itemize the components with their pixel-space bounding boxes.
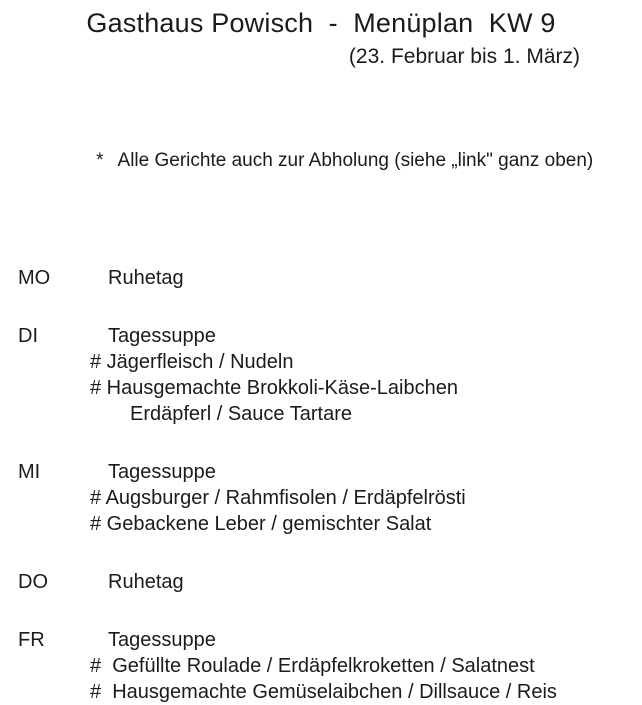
date-range: (23. Februar bis 1. März) xyxy=(348,45,580,68)
day-label-monday: MO xyxy=(18,267,51,289)
page-title: Gasthaus Powisch - Menüplan KW 9 xyxy=(86,8,556,38)
menu-line: Ruhetag xyxy=(108,571,184,593)
menu-line: Erdäpferl / Sauce Tartare xyxy=(130,403,352,425)
day-row-wednesday xyxy=(0,459,642,537)
day-lines-wednesday xyxy=(90,459,642,537)
menu-line: Tagessuppe xyxy=(108,325,216,347)
menu-line: # Gefüllte Roulade / Erdäpfelkroketten / Salatnest xyxy=(90,655,535,677)
day-row-friday xyxy=(0,627,642,705)
menu-line: Tagessuppe xyxy=(108,461,216,483)
weekly-menu xyxy=(0,265,642,705)
note-asterisk: * xyxy=(96,150,104,171)
day-row-tuesday xyxy=(0,323,642,427)
pickup-note xyxy=(0,123,642,198)
day-row-monday xyxy=(0,265,642,291)
day-lines-friday xyxy=(90,627,642,705)
day-label-wednesday: MI xyxy=(18,461,41,483)
day-lines-monday xyxy=(90,265,642,291)
day-label-thursday: DO xyxy=(18,571,48,593)
day-row-thursday xyxy=(0,569,642,595)
menu-line: # Hausgemachte Gemüselaibchen / Dillsauce / Reis xyxy=(90,681,557,703)
day-label-friday: FR xyxy=(18,629,45,651)
day-lines-tuesday xyxy=(90,323,642,427)
menu-line: Ruhetag xyxy=(108,267,184,289)
menu-line: # Augsburger / Rahmfisolen / Erdäpfelrösti xyxy=(90,487,466,509)
menu-line: # Gebackene Leber / gemischter Salat xyxy=(90,513,432,535)
day-lines-thursday xyxy=(90,569,642,595)
menu-line: # Jägerfleisch / Nudeln xyxy=(90,351,294,373)
note-text: Alle Gerichte auch zur Abholung (siehe „link" ganz oben) xyxy=(117,150,594,171)
menu-line: Tagessuppe xyxy=(108,629,216,651)
day-label-tuesday: DI xyxy=(18,325,38,347)
menu-line: # Hausgemachte Brokkoli-Käse-Laibchen xyxy=(90,377,458,399)
